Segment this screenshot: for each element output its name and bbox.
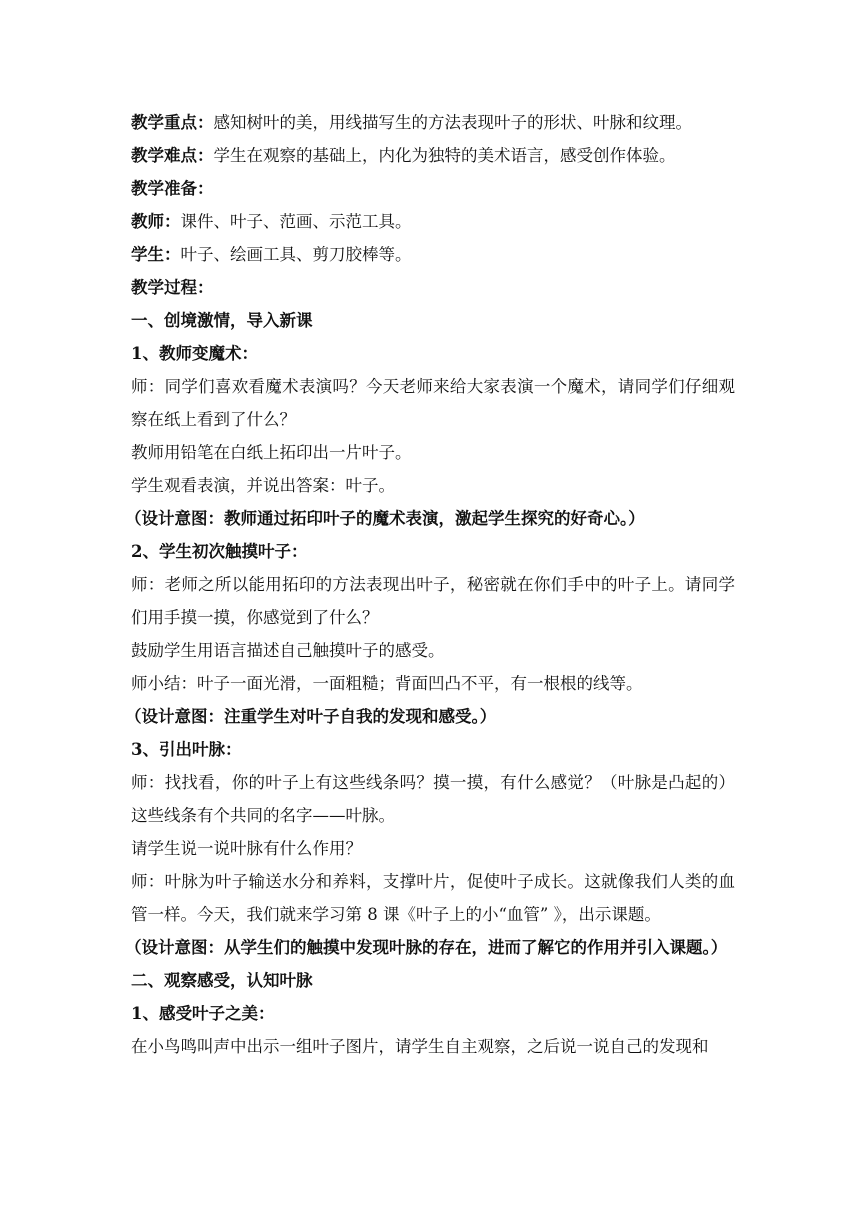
key-points-text: 感知树叶的美，用线描写生的方法表现叶子的形状、叶脉和纹理。	[213, 113, 692, 132]
s1-item2-design-note: （设计意图：注重学生对叶子自我的发现和感受。）	[125, 707, 497, 726]
teacher-text: 课件、叶子、范画、示范工具。	[180, 212, 412, 231]
s1-item3-heading: 3、引出叶脉：	[131, 740, 242, 759]
s1-item1-paragraph2: 教师用铅笔在白纸上拓印出一片叶子。	[131, 443, 412, 462]
student-text: 叶子、绘画工具、剪刀胶棒等。	[180, 245, 412, 264]
s1-item2-heading: 2、学生初次触摸叶子：	[131, 542, 308, 561]
s2-item1-paragraph1: 在小鸟鸣叫声中出示一组叶子图片，请学生自主观察，之后说一说自己的发现和	[131, 1037, 709, 1056]
teacher-label: 教师：	[131, 212, 181, 231]
student-line	[131, 238, 735, 271]
s1-item2-paragraph3: 师小结：叶子一面光滑，一面粗糙；背面凹凸不平，有一根根的线等。	[131, 674, 643, 693]
s2-item1-heading: 1、感受叶子之美：	[131, 1004, 275, 1023]
section2-heading: 二、观察感受，认知叶脉	[131, 971, 313, 990]
prep-heading: 教学准备：	[131, 179, 214, 198]
s1-item1-heading: 1、教师变魔术：	[131, 344, 258, 363]
key-points-label: 教学重点：	[131, 113, 214, 132]
s1-item2-paragraph1: 师：老师之所以能用拓印的方法表现出叶子，秘密就在你们手中的叶子上。请同学们用手摸一摸，你感觉到了什么？	[131, 575, 735, 627]
s1-item3-design-note: （设计意图：从学生们的触摸中发现叶脉的存在，进而了解它的作用并引入课题。）	[125, 938, 728, 957]
section1-heading: 一、创境激情，导入新课	[131, 311, 313, 330]
difficulties-line	[131, 139, 735, 172]
s1-item1-paragraph1: 师：同学们喜欢看魔术表演吗？今天老师来给大家表演一个魔术，请同学们仔细观察在纸上看到了什么？	[131, 377, 735, 429]
s1-item3-paragraph1: 师：找找看，你的叶子上有这些线条吗？摸一摸，有什么感觉？（叶脉是凸起的）这些线条有个共同的名字——叶脉。	[131, 773, 735, 825]
teacher-line	[131, 205, 735, 238]
s1-item3-paragraph3: 师：叶脉为叶子输送水分和养料，支撑叶片，促使叶子成长。这就像我们人类的血管一样。今天，我们就来学习第 8 课《叶子上的小“血管” 》，出示课题。	[131, 872, 735, 924]
s1-item2-paragraph2: 鼓励学生用语言描述自己触摸叶子的感受。	[131, 641, 445, 660]
difficulties-label: 教学难点：	[131, 146, 214, 165]
difficulties-text: 学生在观察的基础上，内化为独特的美术语言，感受创作体验。	[213, 146, 676, 165]
s1-item1-design-note: （设计意图：教师通过拓印叶子的魔术表演，激起学生探究的好奇心。）	[125, 509, 645, 528]
process-heading: 教学过程：	[131, 278, 214, 297]
s1-item3-paragraph2: 请学生说一说叶脉有什么作用？	[131, 839, 362, 858]
document-body	[125, 106, 735, 1063]
key-points-line	[131, 106, 735, 139]
s1-item1-paragraph3: 学生观看表演，并说出答案：叶子。	[131, 476, 395, 495]
student-label: 学生：	[131, 245, 181, 264]
